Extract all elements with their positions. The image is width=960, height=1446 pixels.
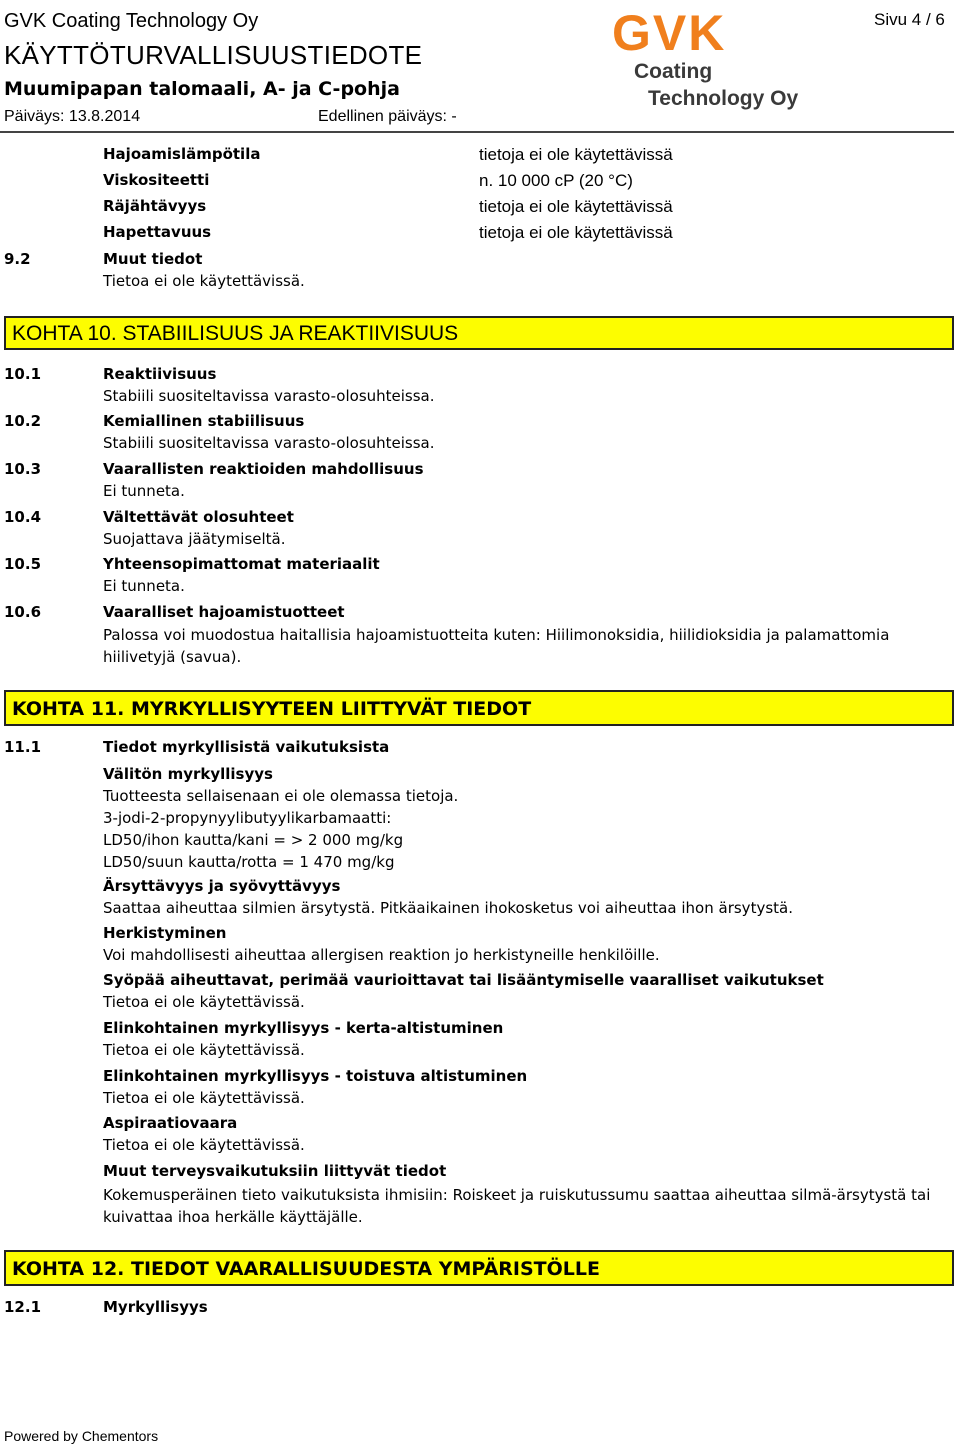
subsection-text: Palossa voi muodostua haitallisia hajoamistuotteita kuten: Hiilimonoksidia, hiilidioksidia ja palamattomia hiilivetyjä (savua). xyxy=(103,626,890,666)
subsection-number: 11.1 xyxy=(4,738,42,756)
subsection-number: 10.4 xyxy=(4,508,42,526)
subsection-number: 10.5 xyxy=(4,555,42,573)
logo-technology-text: Technology Oy xyxy=(648,87,799,110)
subsection-number: 10.3 xyxy=(4,460,42,478)
subsection-number: 12.1 xyxy=(4,1298,42,1316)
paragraph-title: Ärsyttävyys ja syövyttävyys xyxy=(103,877,341,895)
paragraph-text: Saattaa aiheuttaa silmien ärsytystä. Pitkäaikainen ihokosketus voi aiheuttaa ihon ärsytystä. xyxy=(103,899,793,917)
section-title: KOHTA 12. TIEDOT VAARALLISUUDESTA YMPÄRISTÖLLE xyxy=(12,1258,600,1280)
subsection-title: Tiedot myrkyllisistä vaikutuksista xyxy=(103,738,390,756)
property-value: tietoja ei ole käytettävissä xyxy=(479,145,673,164)
subsection-text: Stabiili suositeltavissa varasto-olosuhteissa. xyxy=(103,434,435,452)
paragraph-title: Muut terveysvaikutuksiin liittyvät tiedot xyxy=(103,1162,447,1180)
page-number: Sivu 4 / 6 xyxy=(874,10,945,29)
document-title: KÄYTTÖTURVALLISUUSTIEDOTE xyxy=(4,40,423,70)
paragraph-title: Elinkohtainen myrkyllisyys - kerta-altistuminen xyxy=(103,1019,504,1037)
property-label: Räjähtävyys xyxy=(103,197,207,215)
subsection-number: 10.1 xyxy=(4,365,42,383)
paragraph-text: Tietoa ei ole käytettävissä. xyxy=(103,1089,305,1107)
subsection-title: Vaarallisten reaktioiden mahdollisuus xyxy=(103,460,424,478)
paragraph-title: Aspiraatiovaara xyxy=(103,1114,238,1132)
property-label: Hajoamislämpötila xyxy=(103,145,261,163)
subsection-number: 10.6 xyxy=(4,603,42,621)
previous-date: Edellinen päiväys: - xyxy=(318,108,457,125)
paragraph-line: LD50/suun kautta/rotta = 1 470 mg/kg xyxy=(103,853,395,871)
header-divider xyxy=(0,131,954,133)
paragraph-text: Tietoa ei ole käytettävissä. xyxy=(103,1041,305,1059)
property-label: Hapettavuus xyxy=(103,223,212,241)
logo-gvk-text: GVK xyxy=(612,5,727,61)
property-value: tietoja ei ole käytettävissä xyxy=(479,223,673,242)
logo-coating-text: Coating xyxy=(634,60,713,83)
section-11-header xyxy=(4,690,954,726)
subsection-text: Ei tunneta. xyxy=(103,577,185,595)
paragraph-text: Tietoa ei ole käytettävissä. xyxy=(103,1136,305,1154)
paragraph-title: Herkistyminen xyxy=(103,924,227,942)
footer-credit: Powered by Chementors xyxy=(4,1428,159,1444)
paragraph-title: Syöpää aiheuttavat, perimää vaurioittavat tai lisääntymiselle vaaralliset vaikutukset xyxy=(103,971,824,989)
subsection-title: Muut tiedot xyxy=(103,250,203,268)
subsection-number: 10.2 xyxy=(4,412,42,430)
section-title: KOHTA 11. MYRKYLLISYYTEEN LIITTYVÄT TIEDOT xyxy=(12,698,532,720)
subsection-title: Vältettävät olosuhteet xyxy=(103,508,294,526)
company-name: GVK Coating Technology Oy xyxy=(4,10,259,32)
property-label: Viskositeetti xyxy=(103,171,210,189)
subsection-text: Ei tunneta. xyxy=(103,482,185,500)
paragraph-text: Voi mahdollisesti aiheuttaa allergisen reaktion jo herkistyneille henkilöille. xyxy=(103,946,660,964)
subsection-title: Kemiallinen stabiilisuus xyxy=(103,412,305,430)
product-name: Muumipapan talomaali, A- ja C-pohja xyxy=(4,78,400,100)
paragraph-text: Kokemusperäinen tieto vaikutuksista ihmisiin: Roiskeet ja ruiskutussumu saattaa aiheuttaa silmä-ärsytystä tai kuivattaa ihoa herkälle käyttäjälle. xyxy=(103,1186,931,1226)
paragraph-title: Välitön myrkyllisyys xyxy=(103,765,273,783)
subsection-text: Stabiili suositeltavissa varasto-olosuhteissa. xyxy=(103,387,435,405)
subsection-title: Myrkyllisyys xyxy=(103,1298,208,1316)
subsection-title: Vaaralliset hajoamistuotteet xyxy=(103,603,345,621)
paragraph-title: Elinkohtainen myrkyllisyys - toistuva altistuminen xyxy=(103,1067,528,1085)
property-value: tietoja ei ole käytettävissä xyxy=(479,197,673,216)
section-10-header xyxy=(4,316,954,350)
subsection-title: Yhteensopimattomat materiaalit xyxy=(103,555,380,573)
property-value: n. 10 000 cP (20 °C) xyxy=(479,171,633,190)
section-12-header xyxy=(4,1250,954,1286)
paragraph-line: LD50/ihon kautta/kani = > 2 000 mg/kg xyxy=(103,831,404,849)
subsection-text: Tietoa ei ole käytettävissä. xyxy=(103,272,305,290)
paragraph-line: Tuotteesta sellaisenaan ei ole olemassa tietoja. xyxy=(103,787,459,805)
section-title: KOHTA 10. STABIILISUUS JA REAKTIIVISUUS xyxy=(12,322,459,345)
subsection-number: 9.2 xyxy=(4,250,31,268)
subsection-title: Reaktiivisuus xyxy=(103,365,217,383)
subsection-text: Suojattava jäätymiseltä. xyxy=(103,530,286,548)
paragraph-text: Tietoa ei ole käytettävissä. xyxy=(103,993,305,1011)
document-date: Päiväys: 13.8.2014 xyxy=(4,108,141,125)
paragraph-line: 3-jodi-2-propynyylibutyylikarbamaatti: xyxy=(103,809,392,827)
